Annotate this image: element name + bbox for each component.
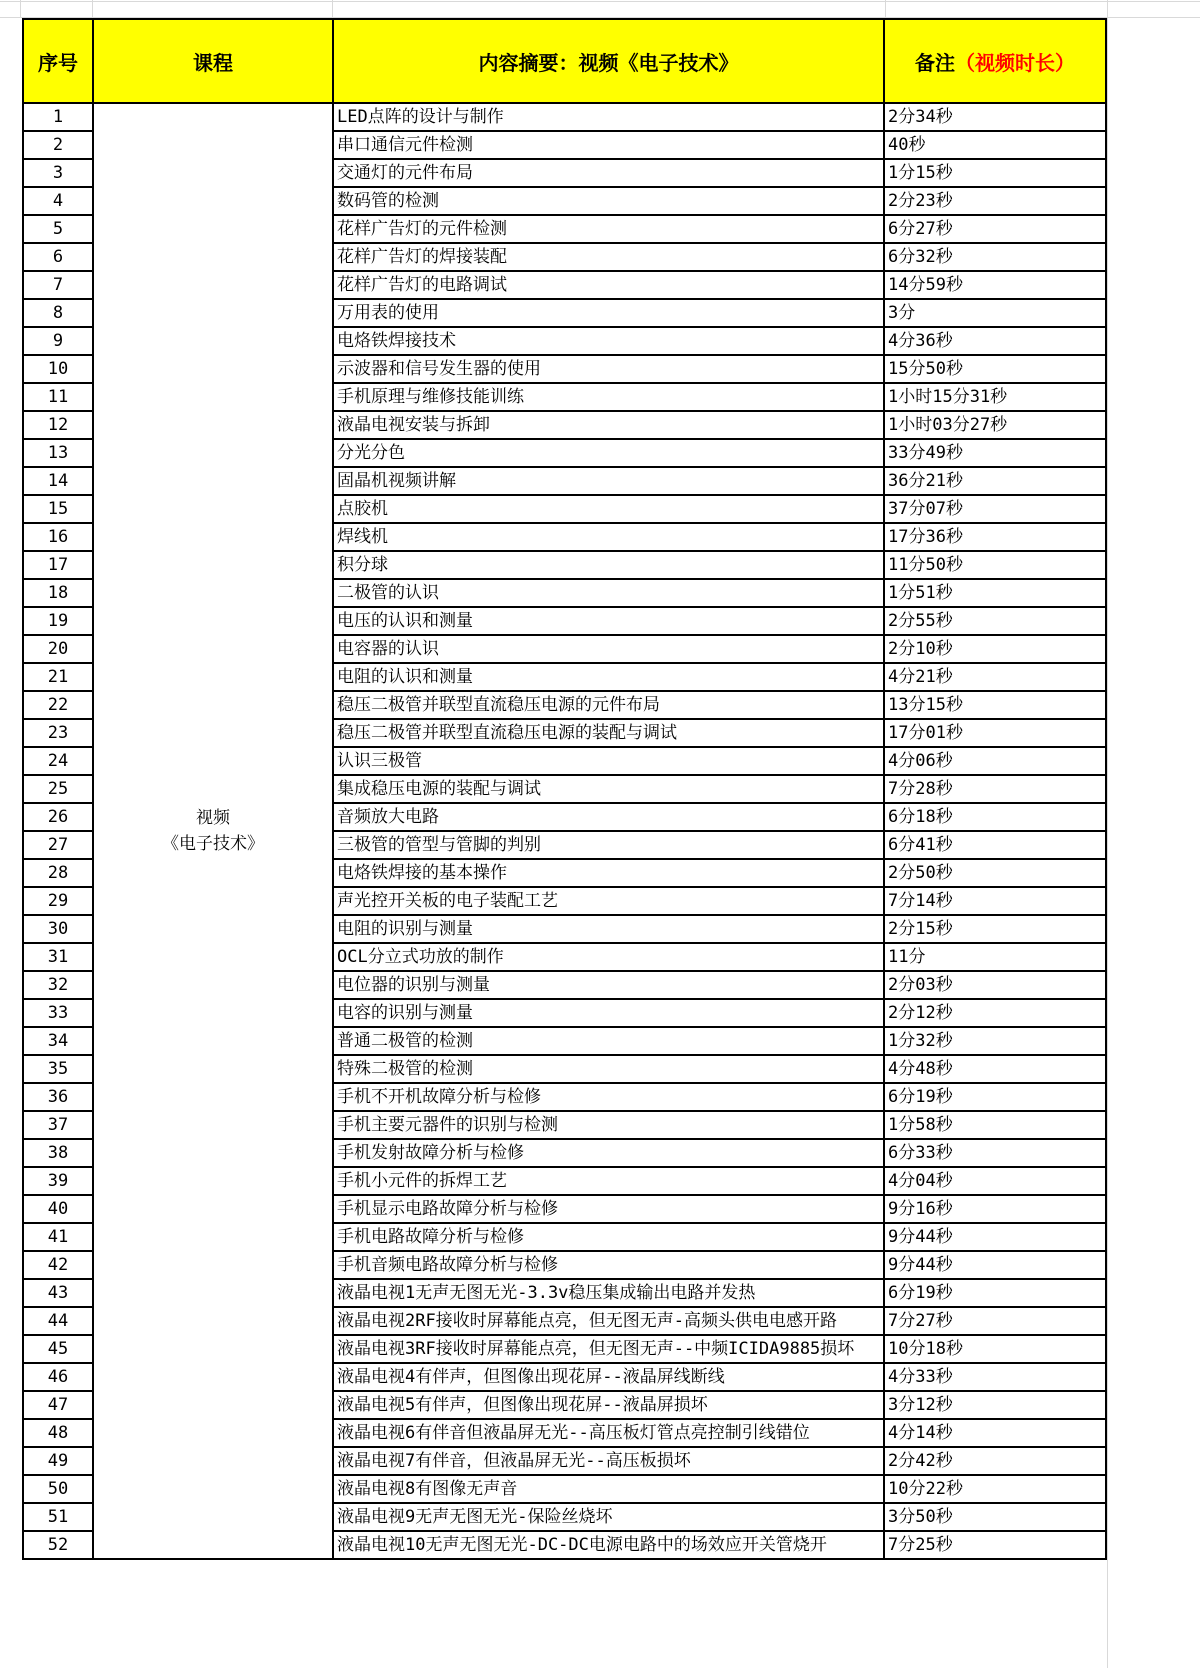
- sheet-gridline: [20, 0, 21, 18]
- content-summary-cell[interactable]: 认识三极管: [333, 747, 884, 775]
- content-summary-cell[interactable]: LED点阵的设计与制作: [333, 103, 884, 131]
- content-summary-cell[interactable]: 音频放大电路: [333, 803, 884, 831]
- duration-cell[interactable]: 40秒: [884, 131, 1106, 159]
- content-summary-cell[interactable]: 电容的识别与测量: [333, 999, 884, 1027]
- duration-cell[interactable]: 6分27秒: [884, 215, 1106, 243]
- duration-cell[interactable]: 11分50秒: [884, 551, 1106, 579]
- row-number-cell[interactable]: 8: [23, 299, 93, 327]
- duration-cell[interactable]: 1分51秒: [884, 579, 1106, 607]
- header-seq[interactable]: 序号: [23, 19, 93, 103]
- content-summary-cell[interactable]: 三极管的管型与管脚的判别: [333, 831, 884, 859]
- duration-cell[interactable]: 4分14秒: [884, 1419, 1106, 1447]
- content-summary-cell[interactable]: 数码管的检测: [333, 187, 884, 215]
- duration-cell[interactable]: 2分23秒: [884, 187, 1106, 215]
- row-number-cell[interactable]: 52: [23, 1531, 93, 1559]
- row-number-cell[interactable]: 31: [23, 943, 93, 971]
- content-summary-cell[interactable]: 分光分色: [333, 439, 884, 467]
- video-course-table: [22, 18, 1107, 1560]
- content-summary-cell[interactable]: 手机原理与维修技能训练: [333, 383, 884, 411]
- duration-cell[interactable]: 14分59秒: [884, 271, 1106, 299]
- content-summary-cell[interactable]: 万用表的使用: [333, 299, 884, 327]
- duration-cell[interactable]: 2分15秒: [884, 915, 1106, 943]
- content-summary-cell[interactable]: 稳压二极管并联型直流稳压电源的元件布局: [333, 691, 884, 719]
- row-number-cell[interactable]: 17: [23, 551, 93, 579]
- row-number-cell[interactable]: 42: [23, 1251, 93, 1279]
- duration-cell[interactable]: 9分16秒: [884, 1195, 1106, 1223]
- row-number-cell[interactable]: 44: [23, 1307, 93, 1335]
- row-number-cell[interactable]: 36: [23, 1083, 93, 1111]
- content-summary-cell[interactable]: 点胶机: [333, 495, 884, 523]
- row-number-cell[interactable]: 34: [23, 1027, 93, 1055]
- duration-cell[interactable]: 1分32秒: [884, 1027, 1106, 1055]
- content-summary-cell[interactable]: 液晶电视5有伴声，但图像出现花屏--液晶屏损坏: [333, 1391, 884, 1419]
- content-summary-cell[interactable]: 花样广告灯的焊接装配: [333, 243, 884, 271]
- duration-cell[interactable]: 2分34秒: [884, 103, 1106, 131]
- duration-cell[interactable]: 1分58秒: [884, 1111, 1106, 1139]
- duration-cell[interactable]: 4分33秒: [884, 1363, 1106, 1391]
- sheet-gridline: [1107, 0, 1108, 1668]
- content-summary-cell[interactable]: 示波器和信号发生器的使用: [333, 355, 884, 383]
- content-summary-cell[interactable]: 焊线机: [333, 523, 884, 551]
- row-number-cell[interactable]: 15: [23, 495, 93, 523]
- content-summary-cell[interactable]: 手机音频电路故障分析与检修: [333, 1251, 884, 1279]
- content-summary-cell[interactable]: 二极管的认识: [333, 579, 884, 607]
- row-number-cell[interactable]: 41: [23, 1223, 93, 1251]
- duration-cell[interactable]: 17分01秒: [884, 719, 1106, 747]
- content-summary-cell[interactable]: 液晶电视8有图像无声音: [333, 1475, 884, 1503]
- header-remark-label: 备注: [915, 50, 955, 75]
- content-summary-cell[interactable]: 电容器的认识: [333, 635, 884, 663]
- row-number-cell[interactable]: 6: [23, 243, 93, 271]
- duration-cell[interactable]: 4分06秒: [884, 747, 1106, 775]
- duration-cell[interactable]: 6分33秒: [884, 1139, 1106, 1167]
- content-summary-cell[interactable]: 电阻的认识和测量: [333, 663, 884, 691]
- row-number-cell[interactable]: 26: [23, 803, 93, 831]
- duration-cell[interactable]: 33分49秒: [884, 439, 1106, 467]
- content-summary-cell[interactable]: 积分球: [333, 551, 884, 579]
- content-summary-cell[interactable]: 特殊二极管的检测: [333, 1055, 884, 1083]
- duration-cell[interactable]: 6分19秒: [884, 1083, 1106, 1111]
- row-number-cell[interactable]: 27: [23, 831, 93, 859]
- row-number-cell[interactable]: 29: [23, 887, 93, 915]
- duration-cell[interactable]: 2分12秒: [884, 999, 1106, 1027]
- row-number-cell[interactable]: 19: [23, 607, 93, 635]
- header-remark[interactable]: [884, 19, 1106, 103]
- duration-cell[interactable]: 7分28秒: [884, 775, 1106, 803]
- duration-cell[interactable]: 10分18秒: [884, 1335, 1106, 1363]
- content-summary-cell[interactable]: 液晶电视安装与拆卸: [333, 411, 884, 439]
- duration-cell[interactable]: 9分44秒: [884, 1251, 1106, 1279]
- duration-cell[interactable]: 9分44秒: [884, 1223, 1106, 1251]
- duration-cell[interactable]: 6分19秒: [884, 1279, 1106, 1307]
- sheet-gridline: [885, 0, 886, 18]
- row-number-cell[interactable]: 20: [23, 635, 93, 663]
- row-number-cell[interactable]: 18: [23, 579, 93, 607]
- content-summary-cell[interactable]: 花样广告灯的元件检测: [333, 215, 884, 243]
- content-summary-cell[interactable]: 手机发射故障分析与检修: [333, 1139, 884, 1167]
- row-number-cell[interactable]: 4: [23, 187, 93, 215]
- row-number-cell[interactable]: 37: [23, 1111, 93, 1139]
- duration-cell[interactable]: 7分14秒: [884, 887, 1106, 915]
- header-remark-highlight: （视频时长）: [955, 50, 1075, 75]
- course-line-2: 《电子技术》: [162, 834, 264, 854]
- content-summary-cell[interactable]: 花样广告灯的电路调试: [333, 271, 884, 299]
- row-number-cell[interactable]: 9: [23, 327, 93, 355]
- row-number-cell[interactable]: 33: [23, 999, 93, 1027]
- row-number-cell[interactable]: 24: [23, 747, 93, 775]
- duration-cell[interactable]: 36分21秒: [884, 467, 1106, 495]
- row-number-cell[interactable]: 3: [23, 159, 93, 187]
- duration-cell[interactable]: 1小时15分31秒: [884, 383, 1106, 411]
- row-number-cell[interactable]: 51: [23, 1503, 93, 1531]
- header-summary[interactable]: 内容摘要：视频《电子技术》: [333, 19, 884, 103]
- duration-cell[interactable]: 3分: [884, 299, 1106, 327]
- duration-cell[interactable]: 2分10秒: [884, 635, 1106, 663]
- row-number-cell[interactable]: 43: [23, 1279, 93, 1307]
- content-summary-cell[interactable]: 手机主要元器件的识别与检测: [333, 1111, 884, 1139]
- content-summary-cell[interactable]: 电阻的识别与测量: [333, 915, 884, 943]
- duration-cell[interactable]: 1小时03分27秒: [884, 411, 1106, 439]
- course-cell[interactable]: [93, 103, 333, 1559]
- row-number-cell[interactable]: 13: [23, 439, 93, 467]
- duration-cell[interactable]: 6分41秒: [884, 831, 1106, 859]
- duration-cell[interactable]: 6分18秒: [884, 803, 1106, 831]
- duration-cell[interactable]: 3分12秒: [884, 1391, 1106, 1419]
- row-number-cell[interactable]: 12: [23, 411, 93, 439]
- content-summary-cell[interactable]: 液晶电视7有伴音，但液晶屏无光--高压板损坏: [333, 1447, 884, 1475]
- row-number-cell[interactable]: 49: [23, 1447, 93, 1475]
- content-summary-cell[interactable]: 声光控开关板的电子装配工艺: [333, 887, 884, 915]
- duration-cell[interactable]: 7分27秒: [884, 1307, 1106, 1335]
- content-summary-cell[interactable]: 液晶电视9无声无图无光-保险丝烧坏: [333, 1503, 884, 1531]
- duration-cell[interactable]: 2分42秒: [884, 1447, 1106, 1475]
- duration-cell[interactable]: 37分07秒: [884, 495, 1106, 523]
- row-number-cell[interactable]: 16: [23, 523, 93, 551]
- row-number-cell[interactable]: 32: [23, 971, 93, 999]
- header-row: [23, 19, 1106, 103]
- row-number-cell[interactable]: 40: [23, 1195, 93, 1223]
- duration-cell[interactable]: 2分50秒: [884, 859, 1106, 887]
- row-number-cell[interactable]: 45: [23, 1335, 93, 1363]
- row-number-cell[interactable]: 23: [23, 719, 93, 747]
- duration-cell[interactable]: 17分36秒: [884, 523, 1106, 551]
- content-summary-cell[interactable]: 液晶电视6有伴音但液晶屏无光--高压板灯管点亮控制引线错位: [333, 1419, 884, 1447]
- content-summary-cell[interactable]: 稳压二极管并联型直流稳压电源的装配与调试: [333, 719, 884, 747]
- content-summary-cell[interactable]: 固晶机视频讲解: [333, 467, 884, 495]
- sheet-gridline: [92, 0, 93, 18]
- row-number-cell[interactable]: 47: [23, 1391, 93, 1419]
- content-summary-cell[interactable]: 普通二极管的检测: [333, 1027, 884, 1055]
- row-number-cell[interactable]: 46: [23, 1363, 93, 1391]
- duration-cell[interactable]: 4分36秒: [884, 327, 1106, 355]
- row-number-cell[interactable]: 5: [23, 215, 93, 243]
- row-number-cell[interactable]: 21: [23, 663, 93, 691]
- content-summary-cell[interactable]: 交通灯的元件布局: [333, 159, 884, 187]
- content-summary-cell[interactable]: 液晶电视3RF接收时屏幕能点亮，但无图无声--中频ICIDA9885损坏: [333, 1335, 884, 1363]
- duration-cell[interactable]: 4分04秒: [884, 1167, 1106, 1195]
- duration-cell[interactable]: 13分15秒: [884, 691, 1106, 719]
- content-summary-cell[interactable]: 液晶电视1无声无图无光-3.3v稳压集成输出电路并发热: [333, 1279, 884, 1307]
- duration-cell[interactable]: 3分50秒: [884, 1503, 1106, 1531]
- duration-cell[interactable]: 15分50秒: [884, 355, 1106, 383]
- row-number-cell[interactable]: 35: [23, 1055, 93, 1083]
- row-number-cell[interactable]: 11: [23, 383, 93, 411]
- content-summary-cell[interactable]: 电烙铁焊接的基本操作: [333, 859, 884, 887]
- duration-cell[interactable]: 2分03秒: [884, 971, 1106, 999]
- row-number-cell[interactable]: 10: [23, 355, 93, 383]
- content-summary-cell[interactable]: 手机电路故障分析与检修: [333, 1223, 884, 1251]
- header-course[interactable]: 课程: [93, 19, 333, 103]
- content-summary-cell[interactable]: OCL分立式功放的制作: [333, 943, 884, 971]
- row-number-cell[interactable]: 7: [23, 271, 93, 299]
- row-number-cell[interactable]: 25: [23, 775, 93, 803]
- row-number-cell[interactable]: 38: [23, 1139, 93, 1167]
- duration-cell[interactable]: 7分25秒: [884, 1531, 1106, 1559]
- duration-cell[interactable]: 10分22秒: [884, 1475, 1106, 1503]
- row-number-cell[interactable]: 14: [23, 467, 93, 495]
- duration-cell[interactable]: 1分15秒: [884, 159, 1106, 187]
- row-number-cell[interactable]: 48: [23, 1419, 93, 1447]
- row-number-cell[interactable]: 50: [23, 1475, 93, 1503]
- content-summary-cell[interactable]: 集成稳压电源的装配与调试: [333, 775, 884, 803]
- content-summary-cell[interactable]: 手机小元件的拆焊工艺: [333, 1167, 884, 1195]
- content-summary-cell[interactable]: 手机不开机故障分析与检修: [333, 1083, 884, 1111]
- content-summary-cell[interactable]: 手机显示电路故障分析与检修: [333, 1195, 884, 1223]
- duration-cell[interactable]: 4分48秒: [884, 1055, 1106, 1083]
- row-number-cell[interactable]: 1: [23, 103, 93, 131]
- content-summary-cell[interactable]: 液晶电视10无声无图无光-DC-DC电源电路中的场效应开关管烧开: [333, 1531, 884, 1559]
- duration-cell[interactable]: 2分55秒: [884, 607, 1106, 635]
- table-row: [23, 103, 1106, 131]
- course-line-1: 视频: [196, 808, 230, 828]
- content-summary-cell[interactable]: 电位器的识别与测量: [333, 971, 884, 999]
- sheet-gridline: [332, 0, 333, 18]
- row-number-cell[interactable]: 39: [23, 1167, 93, 1195]
- row-number-cell[interactable]: 30: [23, 915, 93, 943]
- content-summary-cell[interactable]: 液晶电视4有伴声，但图像出现花屏--液晶屏线断线: [333, 1363, 884, 1391]
- duration-cell[interactable]: 6分32秒: [884, 243, 1106, 271]
- content-summary-cell[interactable]: 串口通信元件检测: [333, 131, 884, 159]
- duration-cell[interactable]: 4分21秒: [884, 663, 1106, 691]
- duration-cell[interactable]: 11分: [884, 943, 1106, 971]
- sheet-gridline: [0, 1, 1200, 2]
- row-number-cell[interactable]: 22: [23, 691, 93, 719]
- row-number-cell[interactable]: 2: [23, 131, 93, 159]
- content-summary-cell[interactable]: 电烙铁焊接技术: [333, 327, 884, 355]
- row-number-cell[interactable]: 28: [23, 859, 93, 887]
- content-summary-cell[interactable]: 液晶电视2RF接收时屏幕能点亮，但无图无声-高频头供电电感开路: [333, 1307, 884, 1335]
- content-summary-cell[interactable]: 电压的认识和测量: [333, 607, 884, 635]
